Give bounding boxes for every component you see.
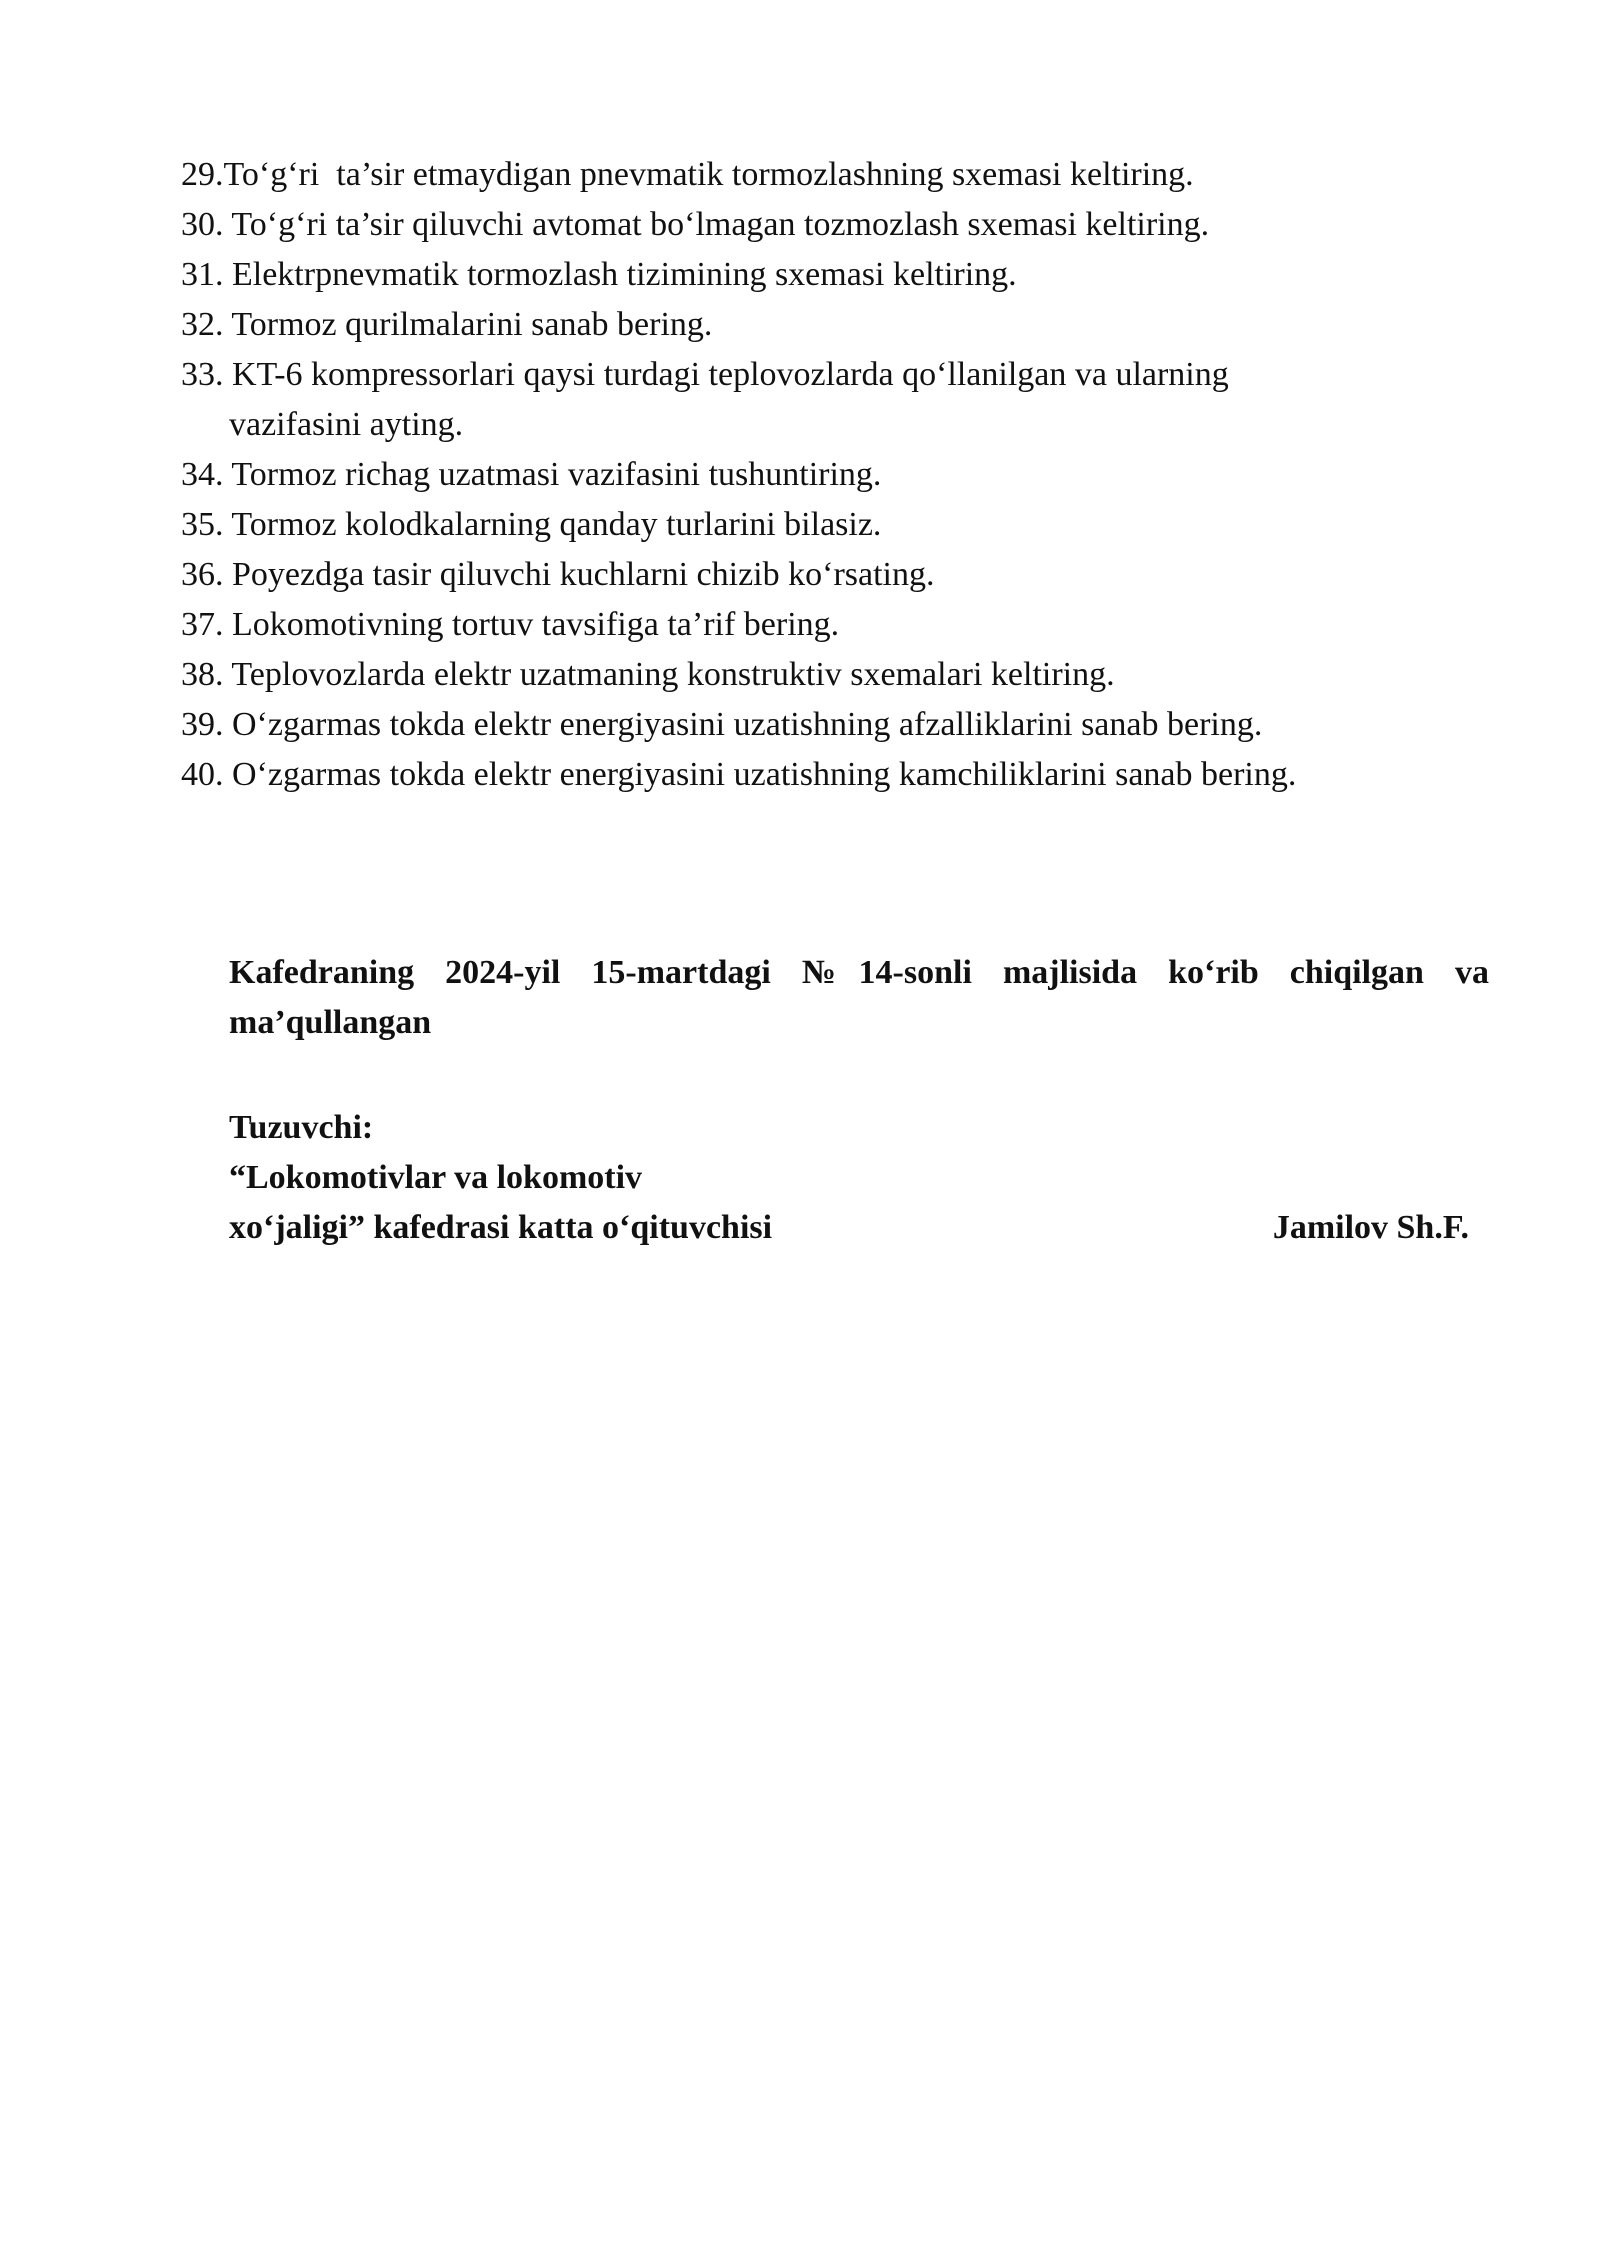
author-role-label: Tuzuvchi:	[229, 1109, 374, 1146]
question-text: Lokomotivning tortuv tavsifiga ta’rif bering.	[223, 606, 840, 643]
approval-note	[229, 948, 1489, 1048]
list-item	[181, 150, 1481, 200]
list-item	[181, 550, 1481, 600]
approval-line-1: Kafedraning 2024-yil 15-martdagi №14-sonli majlisida ko‘rib chiqilgan va	[229, 954, 1489, 991]
question-number: 30.	[181, 206, 224, 243]
question-text-continuation: vazifasini ayting.	[229, 406, 464, 443]
approval-line-2: ma’qullangan	[229, 1004, 432, 1041]
question-text: Tormoz qurilmalarini sanab bering.	[223, 306, 713, 343]
question-text: Teplovozlarda elektr uzatmaning konstruktiv sxemalari keltiring.	[223, 656, 1115, 693]
question-text: O‘zgarmas tokda elektr energiyasini uzatishning kamchiliklarini sanab bering.	[223, 756, 1297, 793]
question-number: 35.	[181, 506, 224, 543]
department-line-1: “Lokomotivlar va lokomotiv	[229, 1159, 643, 1196]
question-number: 34.	[181, 456, 224, 493]
list-item	[181, 200, 1481, 250]
question-text: Tormoz kolodkalarning qanday turlarini bilasiz.	[223, 506, 882, 543]
list-item	[181, 650, 1481, 700]
question-number: 40.	[181, 756, 224, 793]
signature-block	[229, 1103, 1479, 1253]
question-number: 36.	[181, 556, 224, 593]
question-number: 32.	[181, 306, 224, 343]
question-text: To‘g‘ri ta’sir qiluvchi avtomat bo‘lmagan tozmozlash sxemasi keltiring.	[223, 206, 1210, 243]
question-text: O‘zgarmas tokda elektr energiyasini uzatishning afzalliklarini sanab bering.	[223, 706, 1263, 743]
list-item	[181, 300, 1481, 350]
question-number: 38.	[181, 656, 224, 693]
question-number: 37.	[181, 606, 224, 643]
signer-name: Jamilov Sh.F.	[1272, 1209, 1469, 1246]
list-item	[181, 600, 1481, 650]
question-number: 33.	[181, 356, 224, 393]
question-text: Tormoz richag uzatmasi vazifasini tushuntiring.	[223, 456, 882, 493]
question-number: 31.	[181, 256, 224, 293]
question-text: To‘g‘ri ta’sir etmaydigan pnevmatik tormozlashning sxemasi keltiring.	[223, 156, 1194, 193]
question-number: 29.	[181, 156, 224, 193]
department-signer-row	[229, 1203, 1479, 1253]
list-item	[181, 750, 1481, 800]
question-text: KT-6 kompressorlari qaysi turdagi teplovozlarda qo‘llanilgan va ularning	[223, 356, 1229, 393]
department-line-2: xo‘jaligi” kafedrasi katta o‘qituvchisi	[229, 1209, 773, 1246]
list-item	[181, 500, 1481, 550]
question-number: 39.	[181, 706, 224, 743]
list-item	[181, 700, 1481, 750]
list-item	[181, 250, 1481, 300]
list-item	[181, 450, 1481, 500]
question-list	[181, 150, 1481, 800]
question-text: Elektrpnevmatik tormozlash tizimining sxemasi keltiring.	[223, 256, 1017, 293]
question-text: Poyezdga tasir qiluvchi kuchlarni chizib ko‘rsating.	[223, 556, 935, 593]
list-item	[181, 350, 1481, 450]
